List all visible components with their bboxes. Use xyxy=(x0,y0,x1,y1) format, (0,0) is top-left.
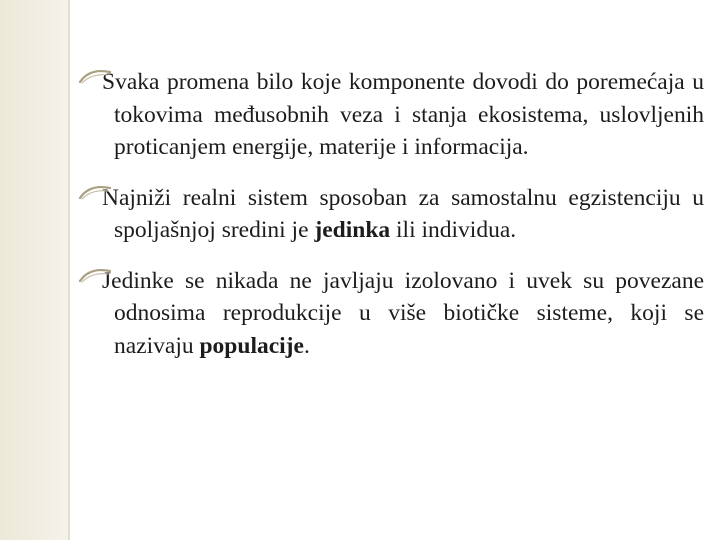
slide-content xyxy=(78,66,704,380)
bullet-item xyxy=(78,182,704,247)
side-decoration-strip xyxy=(0,0,68,540)
bullet-item xyxy=(78,265,704,363)
bold-term: jedinka xyxy=(314,217,391,243)
bullet-item xyxy=(78,66,704,164)
bullet-text: Najniži realni sistem sposoban za samostalnu egzistenciju u spoljašnjoj sredini je jedinka ili individua. xyxy=(102,184,704,243)
bullet-text: Svaka promena bilo koje komponente dovodi do poremećaja u tokovima međusobnih veza i stanja ekosistema, uslovljenih proticanjem energije, materije i informacija. xyxy=(102,69,704,160)
side-divider-line xyxy=(68,0,70,540)
bullet-text: Jedinke se nikada ne javljaju izolovano i uvek su povezane odnosima reprodukcije u više biotičke sisteme, koji se nazivaju populacije. xyxy=(102,267,704,359)
bullet-swoosh-icon xyxy=(78,267,114,287)
bold-term: populacije xyxy=(199,332,304,359)
bullet-swoosh-icon xyxy=(78,68,114,88)
bullet-swoosh-icon xyxy=(78,184,114,204)
